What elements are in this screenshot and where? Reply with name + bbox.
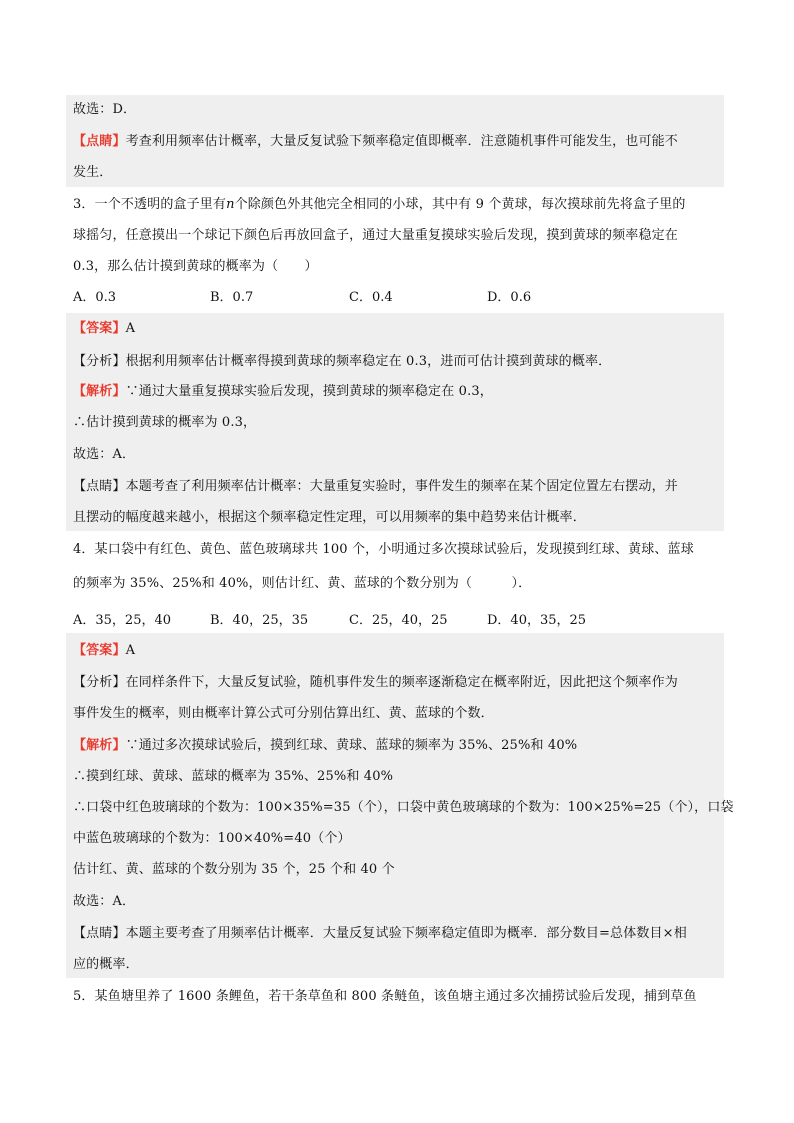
question-3-line: 0.3，那么估计摸到黄球的概率为（ ） bbox=[73, 259, 318, 274]
solution-line bbox=[73, 737, 723, 755]
answer-tag: 【答案】 bbox=[73, 643, 126, 658]
text-span: 本题考查了利用频率估计概率：大量重复实验时，事件发生的频率在某个固定位置左右摆动，并 bbox=[125, 479, 678, 494]
text-span: 根据利用频率估计概率得摸到黄球的频率稳定在 0.3，进而可估计摸到黄球的概率． bbox=[125, 354, 612, 369]
text-span: A bbox=[125, 643, 136, 658]
question-3-line bbox=[73, 196, 723, 214]
answer-tag: 【答案】 bbox=[73, 321, 126, 336]
comment-line bbox=[73, 925, 723, 943]
analysis-line bbox=[73, 674, 723, 692]
text-span: 3．一个不透明的盒子里有 bbox=[73, 197, 227, 212]
text-span: 个除颜色外其他完全相同的小球，其中有 9 个黄球，每次摸球前先将盒子里的 bbox=[234, 197, 686, 212]
question-4-line: 4．某口袋中有红色、黄色、蓝色玻璃球共 100 个，小明通过多次摸球试验后，发现摸到红球、黄球、蓝球 bbox=[73, 542, 694, 557]
solution-line: 估计红、黄、蓝球的个数分别为 35 个，25 个和 40 个 bbox=[73, 862, 395, 877]
comment-line: 且摆动的幅度越来越小，根据这个频率稳定性定理，可以用频率的集中趋势来估计概率． bbox=[73, 510, 586, 525]
option-b: B．0.7 bbox=[210, 290, 254, 305]
section-tag: 【点睛】 bbox=[73, 134, 126, 149]
option-d: D．0.6 bbox=[487, 290, 532, 305]
text-span: A bbox=[125, 321, 136, 336]
comment-line bbox=[73, 478, 723, 496]
analysis-line: 事件发生的概率，则由概率计算公式可分别估算出红、黄、蓝球的个数． bbox=[73, 706, 494, 721]
text-span: ∵通过多次摸球试验后，摸到红球、黄球、蓝球的频率为 35%、25%和 40% bbox=[125, 738, 578, 753]
option-b: B．40，25，35 bbox=[210, 613, 309, 628]
text-span: ∵通过大量重复摸球实验后发现，摸到黄球的频率稳定在 0.3， bbox=[125, 384, 493, 399]
solution-line: 故选：A． bbox=[73, 894, 136, 909]
option-d: D．40，35，25 bbox=[487, 613, 587, 628]
comment-tag: 【点睛】 bbox=[73, 926, 126, 941]
option-a: A．35，25，40 bbox=[73, 613, 172, 628]
comment-tag: 【点睛】 bbox=[73, 479, 126, 494]
option-c: C．25，40，25 bbox=[349, 613, 448, 628]
variable-n: n bbox=[226, 197, 235, 212]
text-line: 故选：D． bbox=[73, 102, 137, 117]
solution-line: ∴估计摸到黄球的概率为 0.3， bbox=[73, 415, 257, 430]
text-line: 发生． bbox=[73, 165, 113, 180]
question-5-line: 5．某鱼塘里养了 1600 条鲤鱼，若干条草鱼和 800 条鲢鱼，该鱼塘主通过多次捕捞试验后发现，捕到草鱼 bbox=[73, 989, 697, 1004]
solution-line: 故选：A． bbox=[73, 447, 136, 462]
analysis-line bbox=[73, 353, 723, 371]
solution-tag: 【解析】 bbox=[73, 384, 126, 399]
solution-line bbox=[73, 383, 723, 401]
answer-line bbox=[73, 320, 723, 338]
comment-line: 应的概率． bbox=[73, 957, 139, 972]
text-line bbox=[73, 133, 723, 151]
answer-line bbox=[73, 642, 723, 660]
text-span: 在同样条件下，大量反复试验，随机事件发生的频率逐渐稳定在概率附近，因此把这个频率作为 bbox=[125, 675, 678, 690]
analysis-tag: 【分析】 bbox=[73, 354, 126, 369]
solution-line: ∴摸到红球、黄球、蓝球的概率为 35%、25%和 40% bbox=[73, 769, 394, 784]
solution-tag: 【解析】 bbox=[73, 738, 126, 753]
question-4-line: 的频率为 35%、25%和 40%，则估计红、黄、蓝球的个数分别为（ ）． bbox=[73, 576, 532, 591]
solution-line: ∴口袋中红色玻璃球的个数为：100×35%=35（个），口袋中黄色玻璃球的个数为：100×25%=25（个），口袋 bbox=[73, 800, 734, 815]
solution-line: 中蓝色玻璃球的个数为：100×40%=40（个） bbox=[73, 831, 351, 846]
option-a: A．0.3 bbox=[73, 290, 117, 305]
text-span: 考查利用频率估计概率，大量反复试验下频率稳定值即概率．注意随机事件可能发生，也可能不 bbox=[125, 134, 678, 149]
question-3-line: 球摇匀，任意摸出一个球记下颜色后再放回盒子，通过大量重复摸球实验后发现，摸到黄球的频率稳定在 bbox=[73, 228, 678, 243]
text-span: 本题主要考查了用频率估计概率．大量反复试验下频率稳定值即为概率．部分数目=总体数目×相 bbox=[125, 926, 687, 941]
analysis-tag: 【分析】 bbox=[73, 675, 126, 690]
option-c: C．0.4 bbox=[349, 290, 393, 305]
